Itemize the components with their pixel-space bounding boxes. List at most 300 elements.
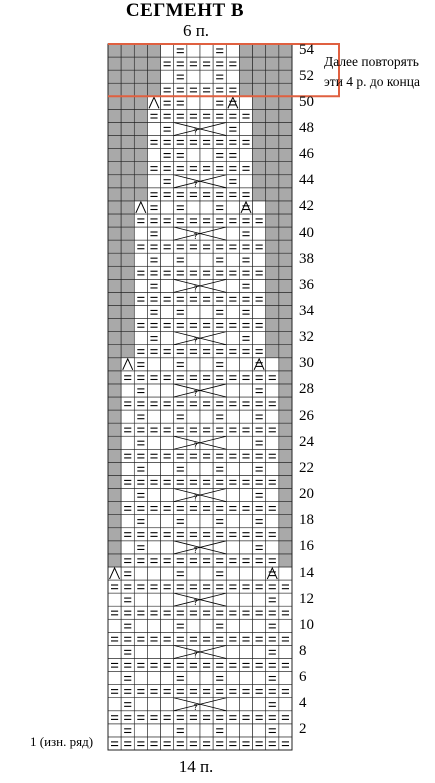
no-stitch-cell <box>266 292 279 305</box>
no-stitch-cell <box>279 345 292 358</box>
stitch-cell <box>174 632 187 645</box>
stitch-cell <box>226 240 239 253</box>
stitch-cell <box>239 266 252 279</box>
no-stitch-cell <box>121 240 134 253</box>
stitch-cell <box>147 214 160 227</box>
stitch-cell <box>147 724 160 737</box>
stitch-cell <box>239 462 252 475</box>
stitch-cell <box>134 528 147 541</box>
no-stitch-cell <box>266 319 279 332</box>
stitch-cell <box>174 214 187 227</box>
stitch-cell <box>121 606 134 619</box>
stitch-cell <box>239 645 252 658</box>
stitch-cell <box>147 305 160 318</box>
no-stitch-cell <box>279 266 292 279</box>
stitch-cell <box>200 175 213 188</box>
no-stitch-cell <box>121 57 134 70</box>
stitch-cell <box>226 345 239 358</box>
stitch-cell <box>147 279 160 292</box>
stitch-cell <box>161 44 174 57</box>
stitch-cell <box>161 462 174 475</box>
stitch-cell <box>213 57 226 70</box>
stitch-cell <box>253 711 266 724</box>
stitch-cell <box>239 358 252 371</box>
no-stitch-cell <box>134 96 147 109</box>
stitch-cell <box>200 475 213 488</box>
stitch-cell <box>279 632 292 645</box>
no-stitch-cell <box>134 44 147 57</box>
stitch-cell <box>174 672 187 685</box>
stitch-cell <box>239 279 252 292</box>
row-number: 42 <box>299 198 314 215</box>
stitch-cell <box>187 711 200 724</box>
stitch-cell <box>279 606 292 619</box>
stitch-cell <box>187 423 200 436</box>
stitch-cell <box>213 253 226 266</box>
stitch-cell <box>174 658 187 671</box>
stitch-cell <box>147 632 160 645</box>
stitch-cell <box>121 397 134 410</box>
no-stitch-cell <box>239 57 252 70</box>
stitch-cell <box>121 410 134 423</box>
no-stitch-cell <box>266 136 279 149</box>
stitch-cell <box>147 162 160 175</box>
stitch-cell <box>253 593 266 606</box>
stitch-cell <box>200 685 213 698</box>
stitch-cell <box>239 672 252 685</box>
stitch-cell <box>266 724 279 737</box>
no-stitch-cell <box>279 188 292 201</box>
row-number: 30 <box>299 355 314 372</box>
stitch-cell <box>147 672 160 685</box>
stitch-cell <box>239 515 252 528</box>
no-stitch-cell <box>253 109 266 122</box>
stitch-cell <box>253 332 266 345</box>
no-stitch-cell <box>121 149 134 162</box>
stitch-cell <box>108 593 121 606</box>
stitch-cell <box>134 672 147 685</box>
no-stitch-cell <box>279 279 292 292</box>
twist-symbol: ? <box>193 650 198 660</box>
stitch-cell <box>213 149 226 162</box>
no-stitch-cell <box>108 528 121 541</box>
stitch-cell <box>174 292 187 305</box>
stitch-cell <box>161 567 174 580</box>
stitch-cell <box>226 685 239 698</box>
stitch-cell <box>147 175 160 188</box>
no-stitch-cell <box>134 188 147 201</box>
no-stitch-cell <box>121 188 134 201</box>
stitch-cell <box>253 240 266 253</box>
stitch-cell <box>147 475 160 488</box>
stitch-cell <box>121 502 134 515</box>
stitch-cell <box>121 528 134 541</box>
no-stitch-cell <box>108 332 121 345</box>
no-stitch-cell <box>279 44 292 57</box>
stitch-cell <box>134 580 147 593</box>
stitch-cell <box>226 384 239 397</box>
stitch-cell <box>200 580 213 593</box>
stitch-cell <box>253 554 266 567</box>
stitch-cell <box>121 371 134 384</box>
no-stitch-cell <box>253 175 266 188</box>
stitch-cell <box>200 658 213 671</box>
stitch-cell <box>226 410 239 423</box>
stitch-cell <box>226 332 239 345</box>
twist-symbol: ? <box>193 232 198 242</box>
stitch-cell <box>174 44 187 57</box>
no-stitch-cell <box>147 44 160 57</box>
stitch-cell <box>161 619 174 632</box>
stitch-cell <box>187 397 200 410</box>
stitch-cell <box>279 685 292 698</box>
stitch-cell <box>161 292 174 305</box>
bottom-stitch-count: 14 п. <box>178 757 214 776</box>
stitch-cell <box>108 737 121 750</box>
stitch-cell <box>187 632 200 645</box>
stitch-cell <box>121 423 134 436</box>
stitch-cell <box>279 580 292 593</box>
stitch-cell <box>174 423 187 436</box>
stitch-cell <box>226 567 239 580</box>
stitch-cell <box>174 685 187 698</box>
row-number: 8 <box>299 642 307 659</box>
stitch-cell <box>121 737 134 750</box>
no-stitch-cell <box>279 554 292 567</box>
stitch-cell <box>226 175 239 188</box>
stitch-cell <box>174 724 187 737</box>
stitch-cell <box>213 658 226 671</box>
stitch-cell <box>226 279 239 292</box>
stitch-cell <box>147 253 160 266</box>
stitch-cell <box>108 632 121 645</box>
no-stitch-cell <box>108 266 121 279</box>
stitch-cell <box>213 109 226 122</box>
stitch-cell <box>213 619 226 632</box>
stitch-cell <box>200 593 213 606</box>
stitch-cell <box>161 658 174 671</box>
stitch-cell <box>213 371 226 384</box>
stitch-cell <box>266 449 279 462</box>
stitch-cell <box>266 541 279 554</box>
stitch-cell <box>161 724 174 737</box>
stitch-cell <box>147 371 160 384</box>
stitch-cell <box>239 149 252 162</box>
stitch-cell <box>266 685 279 698</box>
stitch-cell <box>279 619 292 632</box>
stitch-cell <box>200 423 213 436</box>
no-stitch-cell <box>121 332 134 345</box>
no-stitch-cell <box>108 201 121 214</box>
no-stitch-cell <box>108 57 121 70</box>
stitch-cell <box>187 554 200 567</box>
no-stitch-cell <box>108 214 121 227</box>
stitch-cell <box>147 410 160 423</box>
no-stitch-cell <box>279 449 292 462</box>
no-stitch-cell <box>279 397 292 410</box>
stitch-cell <box>161 384 174 397</box>
stitch-cell <box>253 658 266 671</box>
no-stitch-cell <box>121 319 134 332</box>
stitch-cell <box>161 214 174 227</box>
stitch-cell <box>161 345 174 358</box>
twist-symbol: ? <box>193 127 198 137</box>
stitch-cell <box>134 332 147 345</box>
repeat-note-line-1: Далее повторять <box>324 54 419 69</box>
stitch-cell <box>134 541 147 554</box>
no-stitch-cell <box>108 122 121 135</box>
stitch-cell <box>187 685 200 698</box>
stitch-cell <box>279 724 292 737</box>
stitch-cell <box>187 449 200 462</box>
stitch-cell <box>239 619 252 632</box>
stitch-cell <box>134 475 147 488</box>
stitch-cell <box>226 449 239 462</box>
stitch-cell <box>134 384 147 397</box>
stitch-cell <box>253 371 266 384</box>
stitch-cell <box>134 397 147 410</box>
row-number: 22 <box>299 459 314 476</box>
stitch-cell <box>226 162 239 175</box>
no-stitch-cell <box>279 109 292 122</box>
stitch-cell <box>134 371 147 384</box>
stitch-cell <box>134 711 147 724</box>
stitch-cell <box>187 345 200 358</box>
stitch-cell <box>200 122 213 135</box>
stitch-cell <box>161 109 174 122</box>
stitch-cell <box>161 397 174 410</box>
stitch-cell <box>187 672 200 685</box>
stitch-cell <box>266 502 279 515</box>
stitch-cell <box>200 266 213 279</box>
stitch-cell <box>253 253 266 266</box>
stitch-cell <box>174 358 187 371</box>
stitch-cell <box>279 737 292 750</box>
stitch-cell <box>200 449 213 462</box>
stitch-cell <box>253 567 266 580</box>
stitch-cell <box>213 724 226 737</box>
twist-symbol: ? <box>193 336 198 346</box>
stitch-cell <box>226 645 239 658</box>
stitch-cell <box>147 319 160 332</box>
no-stitch-cell <box>279 528 292 541</box>
stitch-cell <box>279 645 292 658</box>
no-stitch-cell <box>108 475 121 488</box>
stitch-cell <box>200 292 213 305</box>
stitch-cell <box>121 384 134 397</box>
stitch-cell <box>213 475 226 488</box>
no-stitch-cell <box>108 423 121 436</box>
stitch-cell <box>147 606 160 619</box>
no-stitch-cell <box>108 136 121 149</box>
stitch-cell <box>147 567 160 580</box>
no-stitch-cell <box>279 253 292 266</box>
stitch-cell <box>239 528 252 541</box>
stitch-cell <box>253 319 266 332</box>
stitch-cell <box>253 201 266 214</box>
stitch-cell <box>213 462 226 475</box>
no-stitch-cell <box>266 149 279 162</box>
stitch-cell <box>187 305 200 318</box>
stitch-cell <box>187 253 200 266</box>
stitch-cell <box>226 606 239 619</box>
stitch-cell <box>213 266 226 279</box>
stitch-cell <box>161 136 174 149</box>
no-stitch-cell <box>108 462 121 475</box>
stitch-cell <box>226 305 239 318</box>
stitch-cell <box>187 188 200 201</box>
stitch-cell <box>213 96 226 109</box>
stitch-cell <box>187 149 200 162</box>
stitch-cell <box>213 737 226 750</box>
stitch-cell <box>253 279 266 292</box>
stitch-cell <box>239 449 252 462</box>
stitch-cell <box>226 423 239 436</box>
stitch-cell <box>266 528 279 541</box>
stitch-cell <box>187 580 200 593</box>
stitch-cell <box>266 737 279 750</box>
stitch-cell <box>174 528 187 541</box>
row-number: 10 <box>299 616 314 633</box>
stitch-cell <box>253 541 266 554</box>
no-stitch-cell <box>147 70 160 83</box>
no-stitch-cell <box>108 515 121 528</box>
repeat-note <box>324 52 420 92</box>
stitch-cell <box>226 358 239 371</box>
stitch-cell <box>161 672 174 685</box>
no-stitch-cell <box>266 70 279 83</box>
no-stitch-cell <box>121 136 134 149</box>
stitch-cell <box>266 554 279 567</box>
no-stitch-cell <box>134 175 147 188</box>
no-stitch-cell <box>121 253 134 266</box>
stitch-cell <box>266 632 279 645</box>
no-stitch-cell <box>134 109 147 122</box>
stitch-cell <box>174 136 187 149</box>
no-stitch-cell <box>279 384 292 397</box>
stitch-cell <box>121 619 134 632</box>
stitch-cell <box>253 580 266 593</box>
stitch-cell <box>213 292 226 305</box>
stitch-cell <box>161 515 174 528</box>
no-stitch-cell <box>266 122 279 135</box>
row-number: 40 <box>299 224 314 241</box>
no-stitch-cell <box>266 109 279 122</box>
stitch-cell <box>108 645 121 658</box>
stitch-cell <box>187 70 200 83</box>
stitch-cell <box>187 567 200 580</box>
stitch-cell <box>253 266 266 279</box>
stitch-cell <box>239 292 252 305</box>
stitch-cell <box>134 423 147 436</box>
stitch-cell <box>213 423 226 436</box>
row-number: 54 <box>299 41 314 58</box>
stitch-cell <box>253 698 266 711</box>
stitch-cell <box>213 358 226 371</box>
stitch-cell <box>226 515 239 528</box>
stitch-cell <box>174 109 187 122</box>
stitch-cell <box>161 541 174 554</box>
stitch-cell <box>200 619 213 632</box>
stitch-cell <box>147 685 160 698</box>
stitch-cell <box>200 162 213 175</box>
stitch-cell <box>161 83 174 96</box>
stitch-cell <box>187 410 200 423</box>
stitch-cell <box>200 188 213 201</box>
stitch-cell <box>174 737 187 750</box>
stitch-cell <box>174 410 187 423</box>
row-number: 6 <box>299 669 307 686</box>
no-stitch-cell <box>279 332 292 345</box>
stitch-cell <box>226 122 239 135</box>
stitch-cell <box>134 658 147 671</box>
stitch-cell <box>134 554 147 567</box>
row-number: 50 <box>299 93 314 110</box>
no-stitch-cell <box>266 188 279 201</box>
stitch-cell <box>213 345 226 358</box>
stitch-cell <box>121 724 134 737</box>
stitch-cell <box>213 214 226 227</box>
stitch-cell <box>226 658 239 671</box>
stitch-cell <box>266 436 279 449</box>
stitch-cell <box>200 358 213 371</box>
stitch-cell <box>253 397 266 410</box>
stitch-cell <box>213 240 226 253</box>
no-stitch-cell <box>108 96 121 109</box>
stitch-cell <box>134 606 147 619</box>
stitch-cell <box>226 70 239 83</box>
stitch-cell <box>174 305 187 318</box>
stitch-cell <box>213 685 226 698</box>
stitch-cell <box>253 345 266 358</box>
stitch-cell <box>226 371 239 384</box>
no-stitch-cell <box>134 70 147 83</box>
stitch-cell <box>121 580 134 593</box>
stitch-cell <box>147 201 160 214</box>
no-stitch-cell <box>253 70 266 83</box>
stitch-cell <box>226 462 239 475</box>
no-stitch-cell <box>108 502 121 515</box>
stitch-cell <box>134 685 147 698</box>
stitch-cell <box>174 188 187 201</box>
stitch-cell <box>239 567 252 580</box>
stitch-cell <box>239 489 252 502</box>
stitch-cell <box>239 502 252 515</box>
stitch-cell <box>279 658 292 671</box>
stitch-cell <box>213 136 226 149</box>
stitch-cell <box>226 502 239 515</box>
stitch-cell <box>226 554 239 567</box>
stitch-cell <box>253 502 266 515</box>
first-row-label: 1 (изн. ряд) <box>30 734 94 749</box>
stitch-cell <box>134 279 147 292</box>
stitch-cell <box>253 528 266 541</box>
stitch-cell <box>147 580 160 593</box>
no-stitch-cell <box>279 502 292 515</box>
no-stitch-cell <box>121 122 134 135</box>
row-number: 36 <box>299 276 314 293</box>
stitch-cell <box>266 580 279 593</box>
stitch-cell <box>147 149 160 162</box>
stitch-cell <box>266 658 279 671</box>
stitch-cell <box>279 567 292 580</box>
no-stitch-cell <box>279 83 292 96</box>
stitch-cell <box>266 619 279 632</box>
stitch-cell <box>161 253 174 266</box>
stitch-cell <box>266 410 279 423</box>
no-stitch-cell <box>121 201 134 214</box>
no-stitch-cell <box>279 475 292 488</box>
